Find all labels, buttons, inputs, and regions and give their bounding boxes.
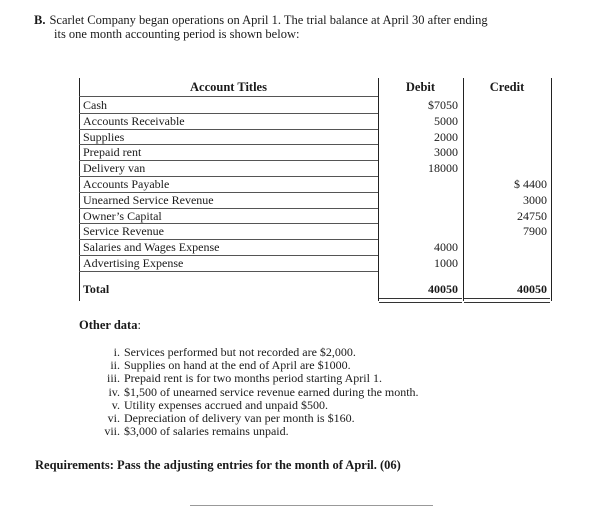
table-row-debit: 2000 [434, 129, 458, 144]
table-row-account: Salaries and Wages Expense [83, 240, 220, 255]
trial-balance-table [79, 78, 552, 301]
list-item: iii. Prepaid rent is for two months period starting April 1. [106, 371, 382, 386]
header-underline [79, 96, 378, 97]
table-row-credit: 24750 [517, 208, 547, 223]
table-row-account: Owner’s Capital [83, 208, 162, 223]
table-row-debit: 5000 [434, 113, 458, 128]
list-item: iv. $1,500 of unearned service revenue earned during the month. [108, 384, 419, 399]
question-label: B. [34, 13, 46, 27]
table-row-debit: 1000 [434, 256, 458, 270]
table-row-debit: 4000 [434, 240, 458, 255]
header-account-titles: Account Titles [190, 80, 267, 94]
total-label: Total [83, 282, 110, 296]
total-credit: 40050 [517, 282, 547, 296]
intro-line-1: Scarlet Company began operations on April 1. The trial balance at April 30 after ending [49, 13, 488, 27]
other-data-list [101, 346, 419, 438]
table-row-account: Prepaid rent [83, 145, 142, 160]
list-item: vi. Depreciation of delivery van per month is $160. [107, 411, 355, 426]
table-left-border [79, 78, 80, 301]
other-data-title: Other data: [79, 318, 141, 332]
header-credit: Credit [489, 80, 525, 94]
requirements-text: Requirements: Pass the adjusting entries for the month of April. (06) [35, 458, 401, 472]
list-item: vii. $3,000 of salaries remains unpaid. [104, 424, 289, 439]
table-row-account: Service Revenue [83, 224, 164, 239]
list-item: ii. Supplies on hand at the end of April are $1000. [110, 358, 351, 373]
table-row-debit: $7050 [428, 98, 458, 112]
row-separator [79, 271, 378, 272]
table-right-border [551, 78, 552, 301]
credit-double-underline [464, 298, 550, 303]
table-row-account: Supplies [83, 129, 125, 144]
table-row-account: Cash [83, 98, 107, 112]
table-row-account: Delivery van [83, 161, 146, 176]
table-row-credit: $ 4400 [514, 177, 547, 191]
table-row-account: Unearned Service Revenue [83, 192, 214, 207]
table-row-credit: 3000 [523, 192, 547, 207]
intro-line-2: its one month accounting period is shown below: [54, 27, 300, 41]
table-row-debit: 3000 [434, 145, 458, 160]
table-row-account: Accounts Payable [83, 177, 170, 191]
table-row-debit: 18000 [428, 161, 458, 176]
list-item: v. Utility expenses accrued and unpaid $500. [111, 397, 328, 412]
list-item: i. Services performed but not recorded are $2,000. [113, 345, 356, 359]
debit-double-underline [379, 298, 462, 303]
bottom-divider [190, 505, 433, 506]
header-debit: Debit [405, 80, 436, 94]
table-row-account: Advertising Expense [83, 256, 184, 270]
table-row-credit: 7900 [523, 224, 547, 239]
table-row-account: Accounts Receivable [83, 113, 185, 128]
intro-paragraph [34, 13, 594, 41]
total-debit: 40050 [428, 282, 458, 296]
